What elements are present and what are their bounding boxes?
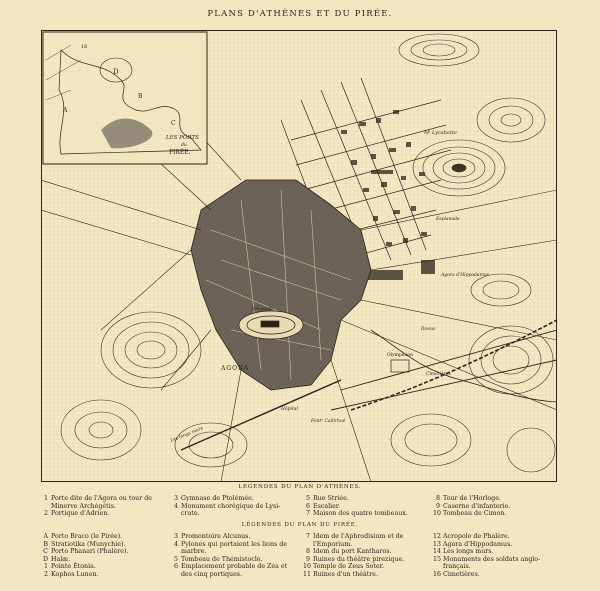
label-callirhoe: Fontᵉ Callirhoé xyxy=(311,419,346,424)
legend-item-number: 8 xyxy=(435,495,440,502)
inset-label-1: LES PORTS xyxy=(166,135,199,141)
svg-text:D: D xyxy=(113,68,119,76)
legend-item xyxy=(171,548,287,556)
label-olympieion: Olympieion xyxy=(387,353,413,358)
label-hopital: Hôpital xyxy=(281,407,298,412)
inset-label-3: PIRÉE. xyxy=(169,149,191,156)
legend-piree-col3 xyxy=(303,533,404,579)
legend-item xyxy=(433,563,540,571)
label-areopage: Aréopage xyxy=(251,307,273,312)
legend-item-number: D xyxy=(42,555,48,563)
legend-item-text: Porto Braco (le Pirée). xyxy=(51,533,123,540)
legend-item-text: Porto Phanari (Phalère). xyxy=(51,548,129,556)
legend-item xyxy=(433,548,540,556)
label-cimetieres: Cimetières xyxy=(426,372,451,377)
svg-text:16: 16 xyxy=(81,44,88,50)
legend-item xyxy=(41,563,128,571)
legend-athenes-heading: LÉGENDES DU PLAN D'ATHÈNES. xyxy=(238,484,362,490)
legend-item xyxy=(433,541,540,549)
legend-item-text: Acropole de Phalère. xyxy=(443,533,510,540)
legend-item-text: Portique d'Adrien. xyxy=(51,510,110,518)
legend-item xyxy=(41,533,128,541)
legend-item-text: français. xyxy=(443,563,471,571)
legend-item-number: 16 xyxy=(433,570,442,578)
legend-item-number: 12 xyxy=(433,533,442,540)
legend-item-number: 4 xyxy=(173,502,178,510)
legend-item-number: 2 xyxy=(43,570,48,578)
legend-item-text: Monuments des soldats anglo- xyxy=(443,555,541,563)
acropolis xyxy=(239,311,303,339)
legend-item-number: 6 xyxy=(305,502,310,510)
svg-text:A: A xyxy=(63,107,68,114)
legend-item-number: 9 xyxy=(435,502,440,510)
legend-item-text: Idem du port Kantharos. xyxy=(313,548,392,556)
legend-item-text: Halæ. xyxy=(51,555,71,563)
legend-item xyxy=(171,556,287,564)
legend-item-text: Tour de l'Horloge. xyxy=(443,495,501,502)
legend-item xyxy=(433,503,510,511)
legend-item-number: 3 xyxy=(173,495,178,502)
legend-item xyxy=(303,533,404,541)
label-ilissus: Ilissus xyxy=(421,327,436,332)
legend-item xyxy=(433,495,510,503)
inset-label-2: du xyxy=(181,143,187,148)
legend-item xyxy=(171,563,287,571)
legend-item-number: 7 xyxy=(305,510,310,518)
legend-item xyxy=(41,541,128,549)
svg-text:B: B xyxy=(138,93,143,100)
legend-item xyxy=(303,541,404,549)
legend-item-number: 2 xyxy=(43,510,48,518)
legend-item-text: Escalier. xyxy=(313,502,341,510)
legend-item xyxy=(171,541,287,549)
legend-item-number: 14 xyxy=(433,548,442,556)
legend-item xyxy=(303,510,408,518)
legend-piree-col1 xyxy=(41,533,128,579)
legend-item xyxy=(303,556,404,564)
legend-item xyxy=(171,533,287,541)
legend-item xyxy=(41,548,128,556)
inset-piraeus-ports xyxy=(43,32,207,164)
legend-item-number: 3 xyxy=(173,533,178,540)
legend-item-number: A xyxy=(43,533,48,540)
legend-item-text: Porte dite de l'Agora ou tour de xyxy=(51,495,152,502)
legend-item-text: Pointe Étonia. xyxy=(51,563,96,571)
legend-piree-heading: LÉGENDES DU PLAN DU PIRÉE. xyxy=(241,522,359,528)
legend-item-number: C xyxy=(43,548,48,556)
legend-item-number: 5 xyxy=(173,555,178,563)
legend-item-text: Stratiotika (Munychie). xyxy=(51,540,126,548)
legend-item-text: l'Emporium. xyxy=(313,540,353,548)
legend-item-text: Monument chorégique de Lysi- xyxy=(181,502,281,510)
legend-item-text: Emplacement probable de Zéa et xyxy=(181,563,288,571)
legend-item xyxy=(41,510,152,518)
legend-item-number: 15 xyxy=(433,555,442,563)
legend-athenes-col1 xyxy=(41,495,152,518)
legend-piree-col2 xyxy=(171,533,287,579)
legend-item xyxy=(433,533,540,541)
legend-item xyxy=(303,503,408,511)
legend-item-text: Ruines d'un théâtre. xyxy=(313,570,379,578)
legend-item-number: 9 xyxy=(305,555,310,563)
legend-item-text: Promontoire Alcunus. xyxy=(181,533,251,540)
legend-item-number: 11 xyxy=(303,570,312,578)
legend-item xyxy=(171,495,280,503)
legend-item-text: Gymnase de Ptolémée. xyxy=(181,495,254,502)
legend-item-text: des cinq portiques. xyxy=(181,570,243,578)
legend-athenes-col2 xyxy=(171,495,280,518)
legend-item xyxy=(41,503,152,511)
legend-item-text: Pylones qui portaient les lions de xyxy=(181,540,287,548)
legend-item-text: Minerve Archégétis. xyxy=(51,502,116,510)
legend-item xyxy=(171,503,280,511)
legend-item-text: Idem de l'Aphrodisium et de xyxy=(313,533,404,540)
legend-item-number: B xyxy=(43,540,48,548)
legend-item xyxy=(303,563,404,571)
label-lycabette: Mᵗ Lycabette xyxy=(424,130,457,136)
legend-item-number: 1 xyxy=(43,495,48,502)
legend-section xyxy=(0,484,600,591)
legend-item xyxy=(433,510,510,518)
legend-item-text: Maison des quatre tombeaux. xyxy=(313,510,408,518)
legend-item-text: Tombeau de Thémistocle. xyxy=(181,555,263,563)
legend-item xyxy=(41,495,152,503)
legend-item-text: Les longs murs. xyxy=(443,548,494,556)
label-hippodamus: Agora d'Hippodamus xyxy=(441,273,490,278)
map-title: PLANS D'ATHÈNES ET DU PIRÉE. xyxy=(207,9,393,19)
legend-item xyxy=(433,571,540,579)
legend-athenes-col4 xyxy=(433,495,510,518)
svg-text:C: C xyxy=(171,120,176,127)
legend-item-text: Temple de Zeus Soter. xyxy=(313,563,385,571)
athens-map-svg xyxy=(41,30,557,482)
legend-item xyxy=(171,571,287,579)
legend-item-text: Tombeau de Cimon. xyxy=(443,510,507,518)
legend-item-number: 6 xyxy=(173,563,178,571)
label-agora: AGORA xyxy=(221,365,249,372)
legend-item-text: crate. xyxy=(181,510,200,518)
legend-item-number: 13 xyxy=(433,540,442,548)
legend-item xyxy=(303,571,404,579)
legend-item-number: 1 xyxy=(43,563,48,571)
legend-item xyxy=(171,510,280,518)
label-esplanade: Esplanade xyxy=(436,217,460,222)
legend-item xyxy=(303,495,408,503)
legend-item-text: Caserne d'infanterie. xyxy=(443,502,511,510)
legend-item-number: 10 xyxy=(303,563,312,571)
legend-item-text: Kophos Lunen. xyxy=(51,570,99,578)
legend-item-number: 4 xyxy=(173,540,178,548)
legend-item xyxy=(433,556,540,564)
legend-item-number: 5 xyxy=(305,495,310,502)
legend-item-number: 10 xyxy=(433,510,442,518)
legend-item-text: Ruines du théâtre pirezique. xyxy=(313,555,405,563)
legend-item-text: marbre. xyxy=(181,548,207,556)
legend-item xyxy=(41,571,128,579)
legend-item xyxy=(303,548,404,556)
map-plate xyxy=(41,30,557,482)
legend-piree-col4 xyxy=(433,533,540,579)
legend-item-text: Rue Striée. xyxy=(313,495,349,502)
legend-item-text: Agora d'Hippodamus. xyxy=(443,540,513,548)
label-longs-murs: Les longs murs xyxy=(169,426,204,444)
legend-item-number: 7 xyxy=(305,533,310,540)
legend-item-text: Cimetières. xyxy=(443,570,480,578)
legend-athenes-col3 xyxy=(303,495,408,518)
legend-item-number: 8 xyxy=(305,548,310,556)
